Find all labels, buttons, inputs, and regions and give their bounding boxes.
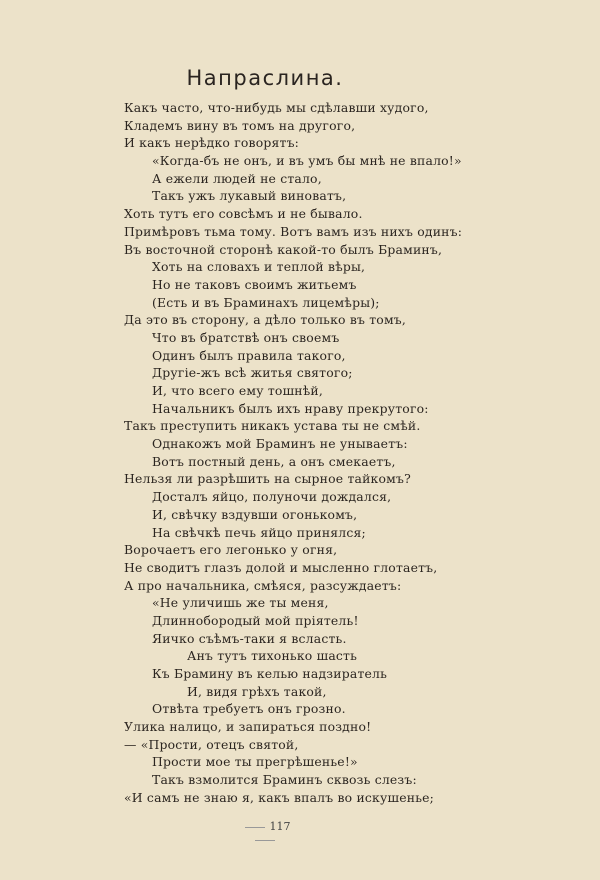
poem-line: Такъ ужъ лукавый виноватъ, <box>152 188 347 204</box>
poem-line: «Когда-бъ не онъ, и въ умъ бы мнѣ не впало!» <box>152 153 462 169</box>
poem-line: (Есть и въ Браминахъ лицемѣры); <box>152 294 380 310</box>
page-number: 117 <box>230 820 300 846</box>
poem-line: Прости мое ты прегрѣшенье!» <box>152 754 358 770</box>
poem-line: Анъ тутъ тихонько шасть <box>187 648 358 664</box>
poem-line: Хоть тутъ его совсѣмъ и не бывало. <box>124 206 363 222</box>
poem-line: На свѣчкѣ печь яйцо принялся; <box>152 524 366 540</box>
poem-line: — «Прости, отецъ святой, <box>124 736 299 752</box>
poem-line: Къ Брамину въ келью надзиратель <box>152 666 388 681</box>
poem-line: Вотъ постный день, а онъ смекаетъ, <box>152 453 396 469</box>
poem-line: Хоть на словахъ и теплой вѣры, <box>152 259 366 275</box>
poem-line: Досталъ яйцо, полуночи дождался, <box>152 489 392 505</box>
poem-line: И, видя грѣхъ такой, <box>187 683 327 699</box>
poem-line: Длиннобородый мой пріятель! <box>152 612 359 628</box>
poem-line: Отвѣта требуетъ онъ грозно. <box>152 701 346 717</box>
poem-line: Другіе-жъ всѣ житья святого; <box>152 365 353 381</box>
poem-title: Напраслина. <box>186 66 344 90</box>
poem-line: Кладемъ вину въ томъ на другого, <box>124 117 356 133</box>
poem-body <box>124 99 564 807</box>
poem-line: «Не уличишь же ты меня, <box>152 595 329 611</box>
poem-line: Какъ часто, что-нибудь мы сдѣлавши худого, <box>124 100 429 115</box>
poem-line: Примѣровъ тьма тому. Вотъ вамъ изъ нихъ одинъ: <box>124 223 463 239</box>
poem-line: Не сводитъ глазъ долой и мысленно глотаетъ, <box>124 559 438 575</box>
poem-line: Въ восточной сторонѣ какой-то былъ Браминъ, <box>124 241 443 257</box>
poem-line: Начальникъ былъ ихъ нраву прекрутого: <box>152 400 429 416</box>
poem-line: И, свѣчку вздувши огонькомъ, <box>152 506 358 522</box>
poem-line: Улика налицо, и запираться поздно! <box>124 719 372 735</box>
poem-line: Да это въ сторону, а дѣло только въ томъ, <box>124 312 407 328</box>
poem-line: И какъ нерѣдко говорятъ: <box>124 135 300 151</box>
poem-line: И, что всего ему тошнѣй, <box>152 383 324 398</box>
poem-line: «И самъ не знаю я, какъ впалъ во искушенье; <box>124 789 435 805</box>
poem-line: Такъ взмолится Браминъ сквозь слезъ: <box>152 772 417 788</box>
poem-line: А про начальника, смѣяся, разсуждаетъ: <box>124 577 402 593</box>
poem-line: Одинъ былъ правила такого, <box>152 347 346 363</box>
poem-line: Такъ преступить никакъ устава ты не смѣй. <box>124 418 421 434</box>
poem-line: Что въ братствѣ онъ своемъ <box>152 329 340 345</box>
poem-line: Ворочаетъ его легонько у огня, <box>124 542 338 558</box>
poem-line: Но не таковъ своимъ житьемъ <box>152 276 357 292</box>
poem-line: А ежели людей не стало, <box>152 170 322 186</box>
poem-line: Однакожъ мой Браминъ не унываетъ: <box>152 436 408 452</box>
poem-line: Яичко съѣмъ-таки я всласть. <box>152 630 347 646</box>
poem-line: Нельзя ли разрѣшить на сырное тайкомъ? <box>124 471 411 487</box>
